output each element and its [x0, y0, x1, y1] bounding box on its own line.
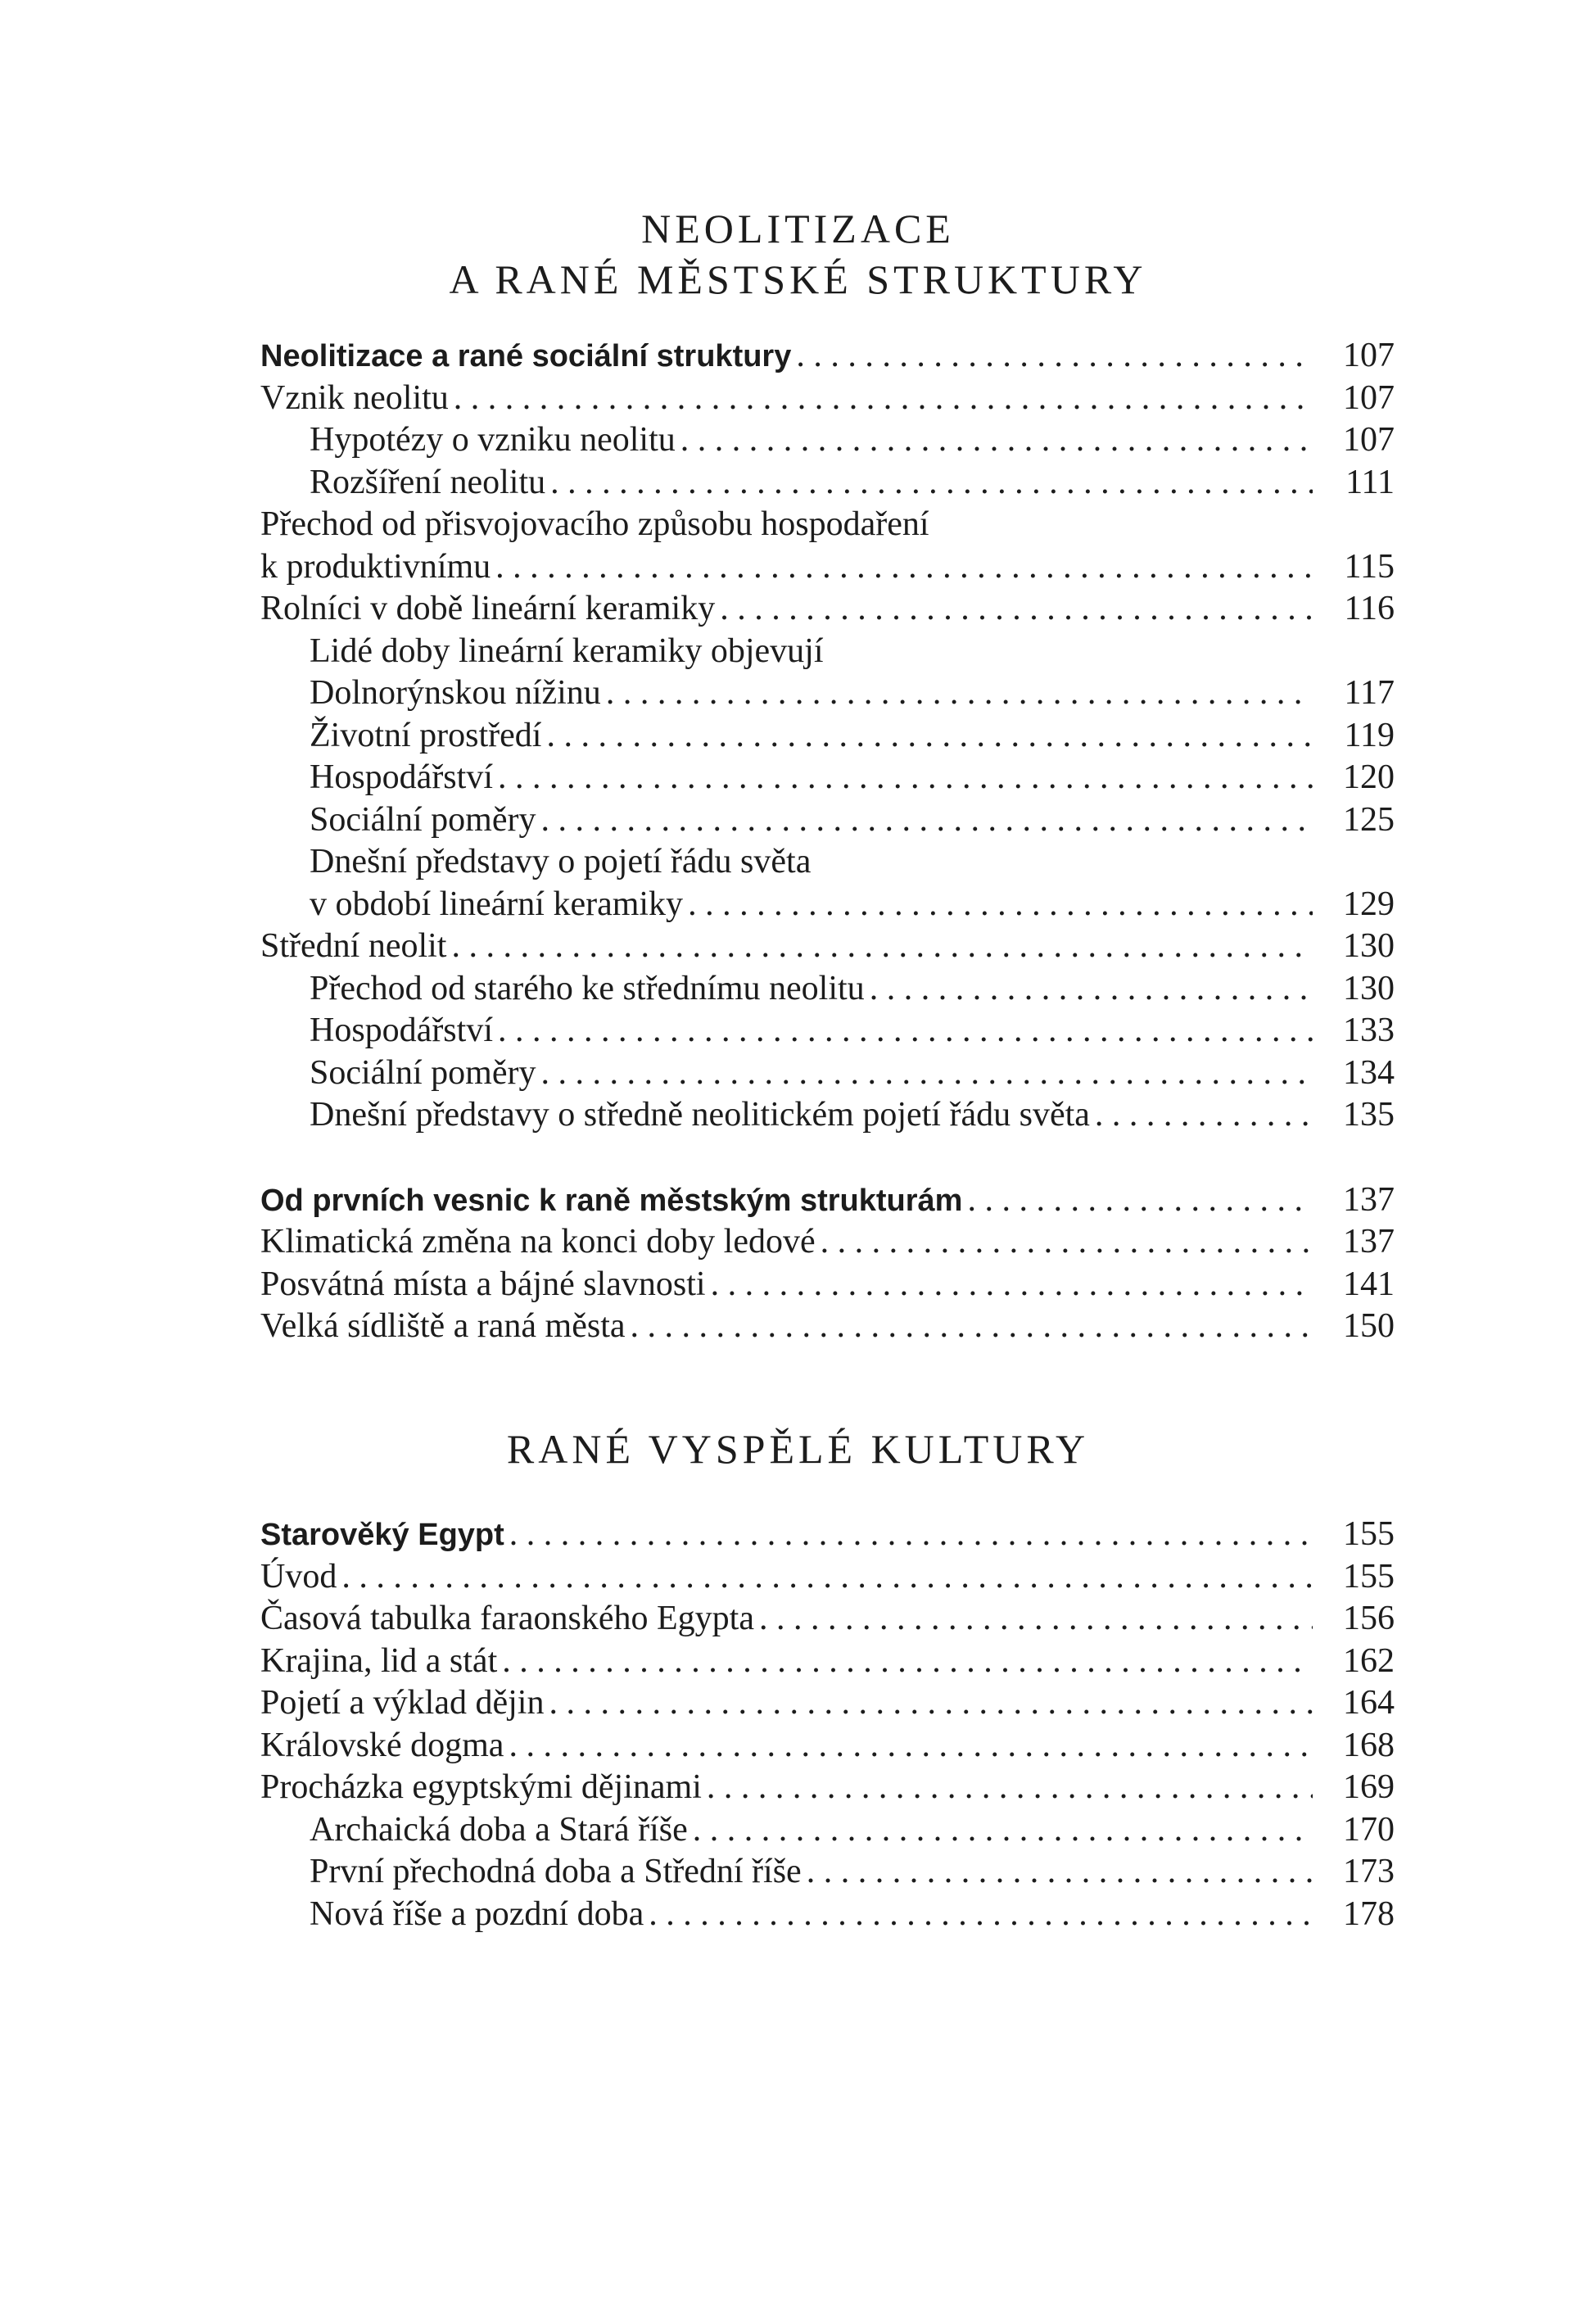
toc-leader-dots	[711, 1264, 1313, 1306]
toc-entry-title: Dnešní představy o středně neolitickém pojetí řádu světa	[310, 1096, 1090, 1134]
toc-entry-title: Sociální poměry	[310, 800, 536, 839]
toc-entry[interactable]	[260, 715, 1395, 758]
toc-entry[interactable]	[260, 504, 1395, 546]
toc-page-number: 115	[1344, 547, 1395, 586]
toc-page-number: 135	[1343, 1096, 1395, 1134]
toc-entry[interactable]	[260, 1052, 1395, 1095]
toc-leader-dots	[498, 1010, 1313, 1052]
toc-entry[interactable]	[260, 1641, 1395, 1683]
toc-leader-dots	[509, 1514, 1313, 1556]
toc-leader-dots	[796, 335, 1313, 378]
toc-leader-dots	[688, 884, 1313, 926]
toc-page-number: 130	[1343, 969, 1395, 1007]
toc-entry-title: Krajina, lid a stát	[260, 1641, 498, 1680]
toc-page-number: 155	[1343, 1515, 1395, 1553]
toc-entry-title: Přechod od přisvojovacího způsobu hospodaření	[260, 505, 929, 543]
toc-page-number: 107	[1343, 337, 1395, 374]
toc-entry-title: Klimatická změna na konci doby ledové	[260, 1223, 816, 1261]
toc-leader-dots	[631, 1306, 1313, 1348]
toc-entry[interactable]	[260, 1556, 1395, 1599]
toc-leader-dots	[550, 462, 1313, 505]
toc-list-part2	[260, 1514, 1395, 1935]
toc-page-number: 119	[1344, 716, 1395, 754]
toc-entry-title: Velká sídliště a raná města	[260, 1307, 626, 1345]
toc-leader-dots	[495, 546, 1313, 589]
toc-leader-dots	[509, 1725, 1313, 1768]
toc-leader-dots	[498, 757, 1313, 799]
toc-entry-title: Životní prostředí	[310, 716, 542, 754]
toc-leader-dots	[454, 378, 1313, 420]
toc-entry[interactable]	[260, 1725, 1395, 1768]
toc-page-number: 133	[1343, 1012, 1395, 1049]
toc-page-number: 111	[1345, 463, 1395, 501]
toc-page-number: 162	[1343, 1641, 1395, 1680]
toc-entry-title: Přechod od starého ke střednímu neolitu	[310, 969, 865, 1007]
part-heading-line1: NEOLITIZACE	[641, 206, 955, 251]
toc-entry-title: v období lineární keramiky	[310, 885, 684, 923]
toc-leader-dots	[540, 799, 1313, 842]
toc-entry[interactable]	[260, 884, 1395, 926]
toc-leader-dots	[821, 1221, 1313, 1264]
toc-page-number: 107	[1343, 421, 1395, 459]
toc-entry-title: Časová tabulka faraonského Egypta	[260, 1600, 754, 1637]
toc-leader-dots	[720, 588, 1313, 631]
toc-entry[interactable]	[260, 926, 1395, 968]
toc-page-number: 169	[1343, 1768, 1395, 1806]
toc-page-number: 173	[1343, 1853, 1395, 1890]
toc-leader-dots	[759, 1598, 1313, 1641]
toc-page-number: 117	[1344, 674, 1395, 712]
toc-entry[interactable]	[260, 1809, 1395, 1852]
toc-entry[interactable]	[260, 462, 1395, 505]
toc-section-entry[interactable]	[260, 1514, 1395, 1556]
toc-entry-title: Královské dogma	[260, 1726, 504, 1764]
toc-entry-title: Procházka egyptskými dějinami	[260, 1768, 702, 1806]
toc-leader-dots	[451, 926, 1313, 968]
toc-entry-title: Nová říše a pozdní doba	[310, 1894, 644, 1933]
toc-page-number: 156	[1343, 1600, 1395, 1637]
toc-entry[interactable]	[260, 757, 1395, 799]
toc-entry[interactable]	[260, 968, 1395, 1011]
toc-page-number: 141	[1343, 1265, 1395, 1303]
part-heading-rane-vyspele-kultury: RANÉ VYSPĚLÉ KULTURY	[506, 1426, 1090, 1472]
toc-page-number: 155	[1343, 1557, 1395, 1596]
toc-leader-dots	[540, 1052, 1313, 1095]
toc-entry[interactable]	[260, 1894, 1395, 1936]
toc-entry-title: Lidé doby lineární keramiky objevují	[310, 631, 824, 670]
toc-entry[interactable]	[260, 672, 1395, 715]
toc-entry[interactable]	[260, 799, 1395, 842]
toc-page-number: 125	[1343, 800, 1395, 839]
toc-entry[interactable]	[260, 1767, 1395, 1809]
toc-entry-title: Hypotézy o vzniku neolitu	[310, 421, 676, 459]
toc-entry[interactable]	[260, 546, 1395, 589]
toc-entry-title: Neolitizace a rané sociální struktury	[260, 339, 792, 373]
toc-page-number: 150	[1343, 1307, 1395, 1345]
toc-leader-dots	[707, 1767, 1313, 1809]
part-heading-line2: A RANÉ MĚSTSKÉ STRUKTURY	[449, 256, 1147, 302]
toc-entry-title: Střední neolit	[260, 927, 447, 965]
toc-entry-title: Vznik neolitu	[260, 378, 449, 417]
toc-page-number: 134	[1343, 1053, 1395, 1092]
toc-entry[interactable]	[260, 419, 1395, 462]
toc-entry-title: Archaická doba a Stará říše	[310, 1810, 688, 1849]
toc-page-number: 137	[1343, 1180, 1395, 1219]
toc-entry-title: Od prvních vesnic k raně městským strukturám	[260, 1183, 963, 1218]
toc-leader-dots	[546, 715, 1313, 758]
toc-entry[interactable]	[260, 378, 1395, 420]
toc-section-entry[interactable]	[260, 335, 1395, 378]
toc-entry-title: Hospodářství	[310, 1012, 493, 1049]
toc-entry-title: Pojetí a výklad dějin	[260, 1684, 545, 1722]
part-heading-neolitizace	[0, 203, 1596, 305]
toc-entry-title: Posvátná místa a bájné slavnosti	[260, 1265, 706, 1303]
toc-section-entry[interactable]	[260, 1179, 1395, 1222]
toc-leader-dots	[870, 968, 1313, 1011]
toc-entry-title: Sociální poměry	[310, 1053, 536, 1092]
toc-leader-dots	[549, 1682, 1313, 1725]
toc-entry-title: k produktivnímu	[260, 547, 491, 586]
toc-leader-dots	[680, 419, 1313, 462]
toc-entry[interactable]	[260, 1306, 1395, 1348]
toc-leader-dots	[341, 1556, 1313, 1599]
toc-leader-dots	[807, 1851, 1313, 1894]
toc-leader-dots	[502, 1641, 1313, 1683]
toc-entry-title: Rolníci v době lineární keramiky	[260, 590, 716, 627]
toc-entry[interactable]	[260, 1264, 1395, 1306]
toc-leader-dots	[1095, 1094, 1313, 1137]
toc-entry-title: Hospodářství	[310, 758, 493, 796]
toc-entry-title: Úvod	[260, 1557, 337, 1596]
toc-page-number: 130	[1343, 927, 1395, 965]
toc-entry-title: Rozšíření neolitu	[310, 463, 546, 501]
toc-entry[interactable]	[260, 1682, 1395, 1725]
toc-entry-title: Starověký Egypt	[260, 1518, 504, 1552]
toc-page-number: 129	[1343, 885, 1395, 923]
toc-page-number: 164	[1343, 1684, 1395, 1722]
toc-list-part1	[260, 335, 1395, 1348]
toc-page-number: 137	[1343, 1223, 1395, 1261]
toc-entry[interactable]	[260, 1598, 1395, 1641]
toc-entry[interactable]	[260, 1010, 1395, 1052]
toc-entry[interactable]	[260, 1221, 1395, 1264]
toc-page-number: 178	[1343, 1894, 1395, 1933]
toc-leader-dots	[693, 1809, 1313, 1852]
toc-page-number: 107	[1343, 378, 1395, 417]
toc-entry-title: Dnešní představy o pojetí řádu světa	[310, 843, 812, 880]
toc-entry[interactable]	[260, 631, 1395, 673]
toc-leader-dots	[649, 1894, 1313, 1936]
toc-entry[interactable]	[260, 1851, 1395, 1894]
toc-page-number: 168	[1343, 1726, 1395, 1764]
toc-gap	[260, 1137, 1395, 1179]
toc-page-number: 170	[1343, 1810, 1395, 1849]
toc-leader-dots	[967, 1179, 1313, 1222]
toc-page-number: 120	[1343, 758, 1395, 796]
toc-entry-title: Dolnorýnskou nížinu	[310, 674, 601, 712]
toc-entry[interactable]	[260, 841, 1395, 884]
toc-entry[interactable]	[260, 1094, 1395, 1137]
toc-page-number: 116	[1344, 590, 1395, 627]
toc-leader-dots	[606, 672, 1313, 715]
toc-entry[interactable]	[260, 588, 1395, 631]
toc-entry-title: První přechodná doba a Střední říše	[310, 1853, 802, 1890]
